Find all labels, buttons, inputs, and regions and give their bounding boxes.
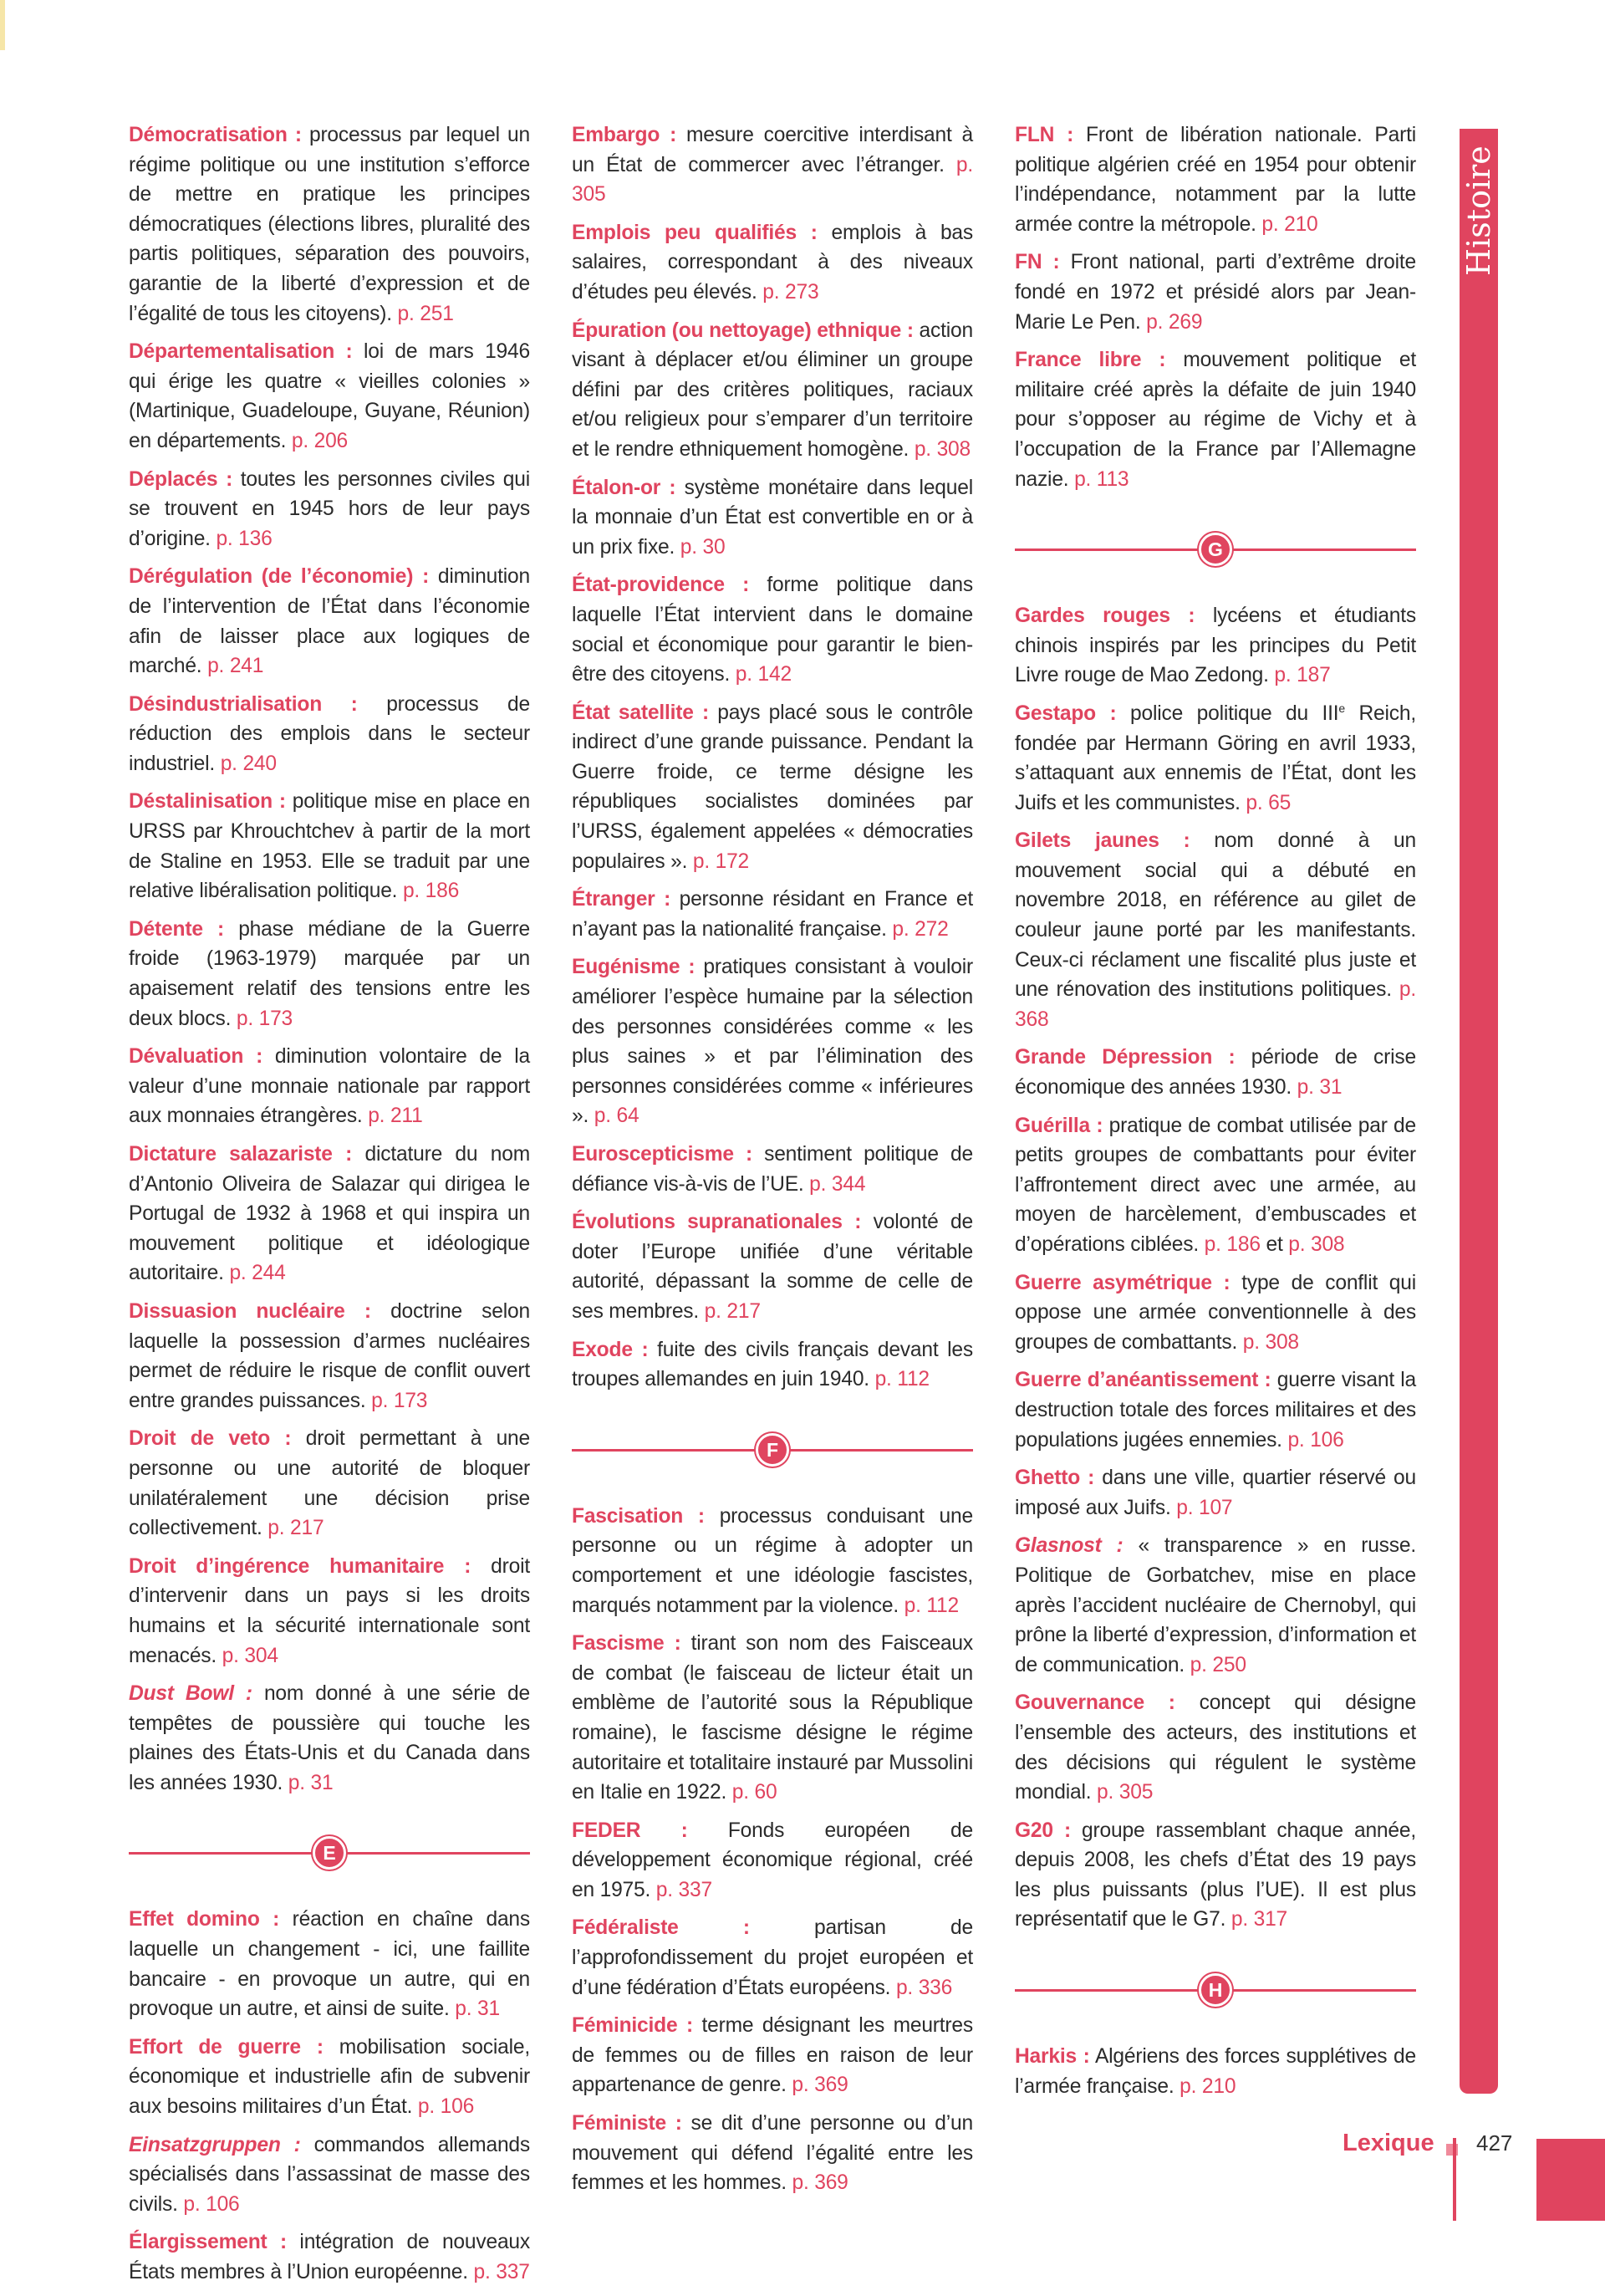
letter-badge: F xyxy=(756,1433,789,1467)
glossary-entry: Désindustrialisation : processus de réduction des emplois dans le secteur industriel. p. 240 xyxy=(129,692,531,775)
page-number: 427 xyxy=(1476,2130,1513,2156)
glossary-entry: État-providence : forme politique dans laquelle l’État intervient dans le domaine social et économique pour garantir le bien-être des citoyens. p. 142 xyxy=(572,574,974,686)
page-ref-link[interactable]: p. 305 xyxy=(1097,1781,1154,1804)
glossary-entry: Féminicide : terme désignant les meurtres de femmes ou de filles en raison de leur appartenance de genre. p. 369 xyxy=(572,2014,973,2097)
letter-badge: G xyxy=(1199,533,1232,566)
glossary-entry: Guerre d’anéantissement : guerre visant la destruction totale des forces militaires et des populations jugées ennemies. p. 106 xyxy=(1015,1369,1416,1452)
glossary-entry: Étranger : personne résidant en France et n’ayant pas la nationalité française. p. 272 xyxy=(572,888,973,941)
glossary-entry: Départementalisation : loi de mars 1946 qui érige les quatre « vieilles colonies » (Martinique, Guadeloupe, Guyane, Réunion) en départements. p. 206 xyxy=(129,340,530,452)
glossary-entry: Gestapo : police politique du IIIe Reich, fondée par Hermann Göring en avril 1933, s’attaquant aux ennemis de l’État, dont les Juifs et les communistes. p. 65 xyxy=(1015,701,1416,814)
corner-mark xyxy=(0,0,5,50)
column-1 xyxy=(129,120,530,2296)
page-ref-link[interactable]: p. 344 xyxy=(809,1172,866,1196)
page-ref-link[interactable]: p. 337 xyxy=(473,2261,530,2283)
glossary-entry: Épuration (ou nettoyage) ethnique : action visant à déplacer et/ou éliminer un groupe défini par des critères politiques, raciaux et/ou religieux pour s’emparer d’un territoire et le rendre ethniquement homogène. p. 308 xyxy=(572,319,973,461)
glossary-entry: Eugénisme : pratiques consistant à vouloir améliorer l’espèce humaine par la sélection des personnes considérées comme « les plus saines » et par l’élimination des personnes considérées comme « inférieures ». p. 64 xyxy=(572,956,973,1128)
section-tab-label: Histoire xyxy=(1460,145,1497,276)
page-ref-link[interactable]: p. 172 xyxy=(692,850,750,873)
page-ref-link[interactable]: p. 31 xyxy=(288,1771,334,1794)
page-ref-link[interactable]: p. 368 xyxy=(1015,978,1416,1031)
letter-badge: H xyxy=(1199,1973,1232,2007)
page-ref-link[interactable]: p. 317 xyxy=(1230,1908,1288,1931)
glossary-entry: Einsatzgruppen : commandos allemands spécialisés dans l’assassinat de masse des civils. p. 106 xyxy=(129,2133,530,2216)
glossary-entry: Gouvernance : concept qui désigne l’ensemble des acteurs, des institutions et des décisions qui régulent le système mondial. p. 305 xyxy=(1015,1691,1417,1804)
letter-divider-f xyxy=(572,1431,973,1468)
page-ref-link[interactable]: p. 107 xyxy=(1176,1496,1233,1519)
glossary-entry: Exode : fuite des civils français devant les troupes allemandes en juin 1940. p. 112 xyxy=(572,1338,973,1391)
page-ref-link[interactable]: p. 60 xyxy=(731,1781,777,1804)
page-ref-link[interactable]: p. 186 xyxy=(1204,1233,1261,1256)
glossary-entry: Grande Dépression : période de crise économique des années 1930. p. 31 xyxy=(1015,1046,1416,1100)
glossary-entry: FN : Front national, parti d’extrême droite fondé en 1972 et présidé alors par Jean-Marie Le Pen. p. 269 xyxy=(1015,251,1416,334)
page-ref-link[interactable]: p. 210 xyxy=(1261,212,1318,236)
page-ref-link[interactable]: p. 305 xyxy=(572,153,973,207)
glossary-entry: Droit de veto : droit permettant à une personne ou une autorité de bloquer unilatéralement une décision prise collectivement. p. 217 xyxy=(129,1427,530,1540)
page-ref-link[interactable]: p. 106 xyxy=(417,2095,475,2119)
page-ref-link[interactable]: p. 308 xyxy=(914,437,971,461)
footer-section-label: Lexique xyxy=(1343,2130,1434,2156)
page-ref-link[interactable]: p. 112 xyxy=(874,1368,930,1391)
page-ref-link[interactable]: p. 272 xyxy=(892,917,949,941)
glossary-entry: Euroscepticisme : sentiment politique de défiance vis-à-vis de l’UE. p. 344 xyxy=(572,1143,973,1196)
glossary-entry: FLN : Front de libération nationale. Parti politique algérien créé en 1954 pour obtenir l’indépendance, notamment par la lutte armée contre la métropole. p. 210 xyxy=(1015,124,1416,236)
page-ref-link[interactable]: p. 251 xyxy=(397,302,454,325)
column-3 xyxy=(1015,120,1416,2110)
page-ref-link[interactable]: p. 369 xyxy=(792,2171,848,2195)
glossary-entry: Démocratisation : processus par lequel un régime politique ou une institution s’efforce de mettre en pratique les principes démocratiques (élections libres, pluralité des partis politiques, séparation des pouvoirs, garantie de la liberté d’expression et de l’égalité de tous les citoyens). p. 251 xyxy=(129,124,530,325)
letter-divider-h xyxy=(1015,1972,1416,2008)
glossary-entry: Féministe : se dit d’une personne ou d’un mouvement qui défend l’égalité entre les femmes et les hommes. p. 369 xyxy=(572,2112,973,2195)
page-ref-link[interactable]: p. 217 xyxy=(704,1299,761,1323)
page-ref-link[interactable]: p. 211 xyxy=(368,1105,423,1128)
glossary-entry: Dissuasion nucléaire : doctrine selon laquelle la possession d’armes nucléaires permet de réduire le risque de conflit ouvert entre grandes puissances. p. 173 xyxy=(129,1299,530,1412)
letter-divider-e xyxy=(129,1834,530,1871)
page-ref-link[interactable]: p. 113 xyxy=(1074,467,1129,491)
page-ref-link[interactable]: p. 369 xyxy=(792,2074,848,2097)
glossary-entry: Ghetto : dans une ville, quartier réservé ou imposé aux Juifs. p. 107 xyxy=(1015,1467,1416,1519)
page-ref-link[interactable]: p. 31 xyxy=(455,1998,500,2021)
page-ref-link[interactable]: p. 269 xyxy=(1146,310,1203,334)
glossary-entry: Emplois peu qualifiés : emplois à bas salaires, correspondant à des niveaux d’études peu élevés. p. 273 xyxy=(572,221,973,304)
page-ref-link[interactable]: p. 106 xyxy=(1287,1428,1344,1452)
page-ref-link[interactable]: p. 336 xyxy=(895,1976,953,1999)
glossary-entry: Gilets jaunes : nom donné à un mouvement social qui a débuté en novembre 2018, en référence au gilet de couleur jaune porté par les manifestants. Ceux-ci réclament une fiscalité plus juste et une rénovation des institutions politiques. p. 368 xyxy=(1015,829,1416,1031)
glossary-entry: Fascisme : tirant son nom des Faisceaux de combat (le faisceau de licteur était un emblème de l’autorité sous la République romaine), le fascisme désigne le régime autoritaire et totalitaire instauré par Mussolini en Italie en 1922. p. 60 xyxy=(572,1632,974,1804)
letter-badge: E xyxy=(313,1836,346,1870)
page-ref-link[interactable]: p. 337 xyxy=(655,1878,712,1901)
page-ref-link[interactable]: p. 206 xyxy=(291,429,349,452)
page-ref-link[interactable]: p. 187 xyxy=(1274,664,1331,687)
glossary-entry: Guerre asymétrique : type de conflit qui oppose une armée conventionnelle à des groupes de combattants. p. 308 xyxy=(1015,1271,1416,1354)
page-ref-link[interactable]: p. 65 xyxy=(1246,791,1292,814)
glossary-entry: Dictature salazariste : dictature du nom d’Antonio Oliveira de Salazar qui dirigea le Portugal de 1932 à 1968 et qui inspira un mouvement politique et idéologique autoritaire. p. 244 xyxy=(129,1143,530,1285)
glossary-entry: Étalon-or : système monétaire dans lequel la monnaie d’un État est convertible en or à un prix fixe. p. 30 xyxy=(572,476,973,559)
page-ref-link[interactable]: p. 136 xyxy=(216,527,273,550)
glossary-entry: Harkis : Algériens des forces supplétives de l’armée française. p. 210 xyxy=(1015,2045,1416,2098)
column-2 xyxy=(572,120,973,2207)
page-ref-link[interactable]: p. 30 xyxy=(680,535,726,559)
glossary-entry: Effort de guerre : mobilisation sociale, économique et industrielle afin de subvenir aux besoins militaires d’un État. p. 106 xyxy=(129,2035,530,2119)
corner-color-block xyxy=(1536,2139,1605,2221)
letter-divider-g xyxy=(1015,531,1416,568)
page-ref-link[interactable]: p. 273 xyxy=(762,280,819,304)
glossary-entry: Déstalinisation : politique mise en place en URSS par Khrouchtchev à partir de la mort de Staline en 1953. Elle se traduit par une relative libéralisation politique. p. 186 xyxy=(129,790,530,903)
page-ref-link[interactable]: p. 308 xyxy=(1242,1330,1299,1354)
page-ref-link[interactable]: p. 244 xyxy=(229,1262,286,1285)
glossary-entry: Fédéraliste : partisan de l’approfondissement du projet européen et d’une fédération d’États européens. p. 336 xyxy=(572,1916,973,1999)
page-ref-link[interactable]: p. 31 xyxy=(1297,1076,1343,1100)
glossary-entry: Dust Bowl : nom donné à une série de tempêtes de poussière qui touche les plaines des États-Unis et du Canada dans les années 1930. p. 31 xyxy=(129,1682,530,1794)
page-ref-link[interactable]: p. 210 xyxy=(1180,2074,1236,2098)
glossary-entry: France libre : mouvement politique et militaire créé après la défaite de juin 1940 pour s’opposer au régime de Vichy et à l’occupation de la France par l’Allemagne nazie. p. 113 xyxy=(1015,349,1416,491)
glossary-entry: Évolutions supranationales : volonté de doter l’Europe unifiée d’une véritable autorité, dépassant la somme de celle de ses membres. p. 217 xyxy=(572,1211,973,1323)
page-ref-link[interactable]: p. 64 xyxy=(594,1105,639,1128)
glossary-entry: Déplacés : toutes les personnes civiles qui se trouvent en 1945 hors de leur pays d’origine. p. 136 xyxy=(129,467,530,550)
glossary-entry: Gardes rouges : lycéens et étudiants chinois inspirés par les principes du Petit Livre rouge de Mao Zedong. p. 187 xyxy=(1015,605,1416,687)
glossary-entry: Fascisation : processus conduisant une personne ou un régime à adopter un comportement et une idéologie fascistes, marqués notamment par la violence. p. 112 xyxy=(572,1504,973,1617)
glossary-entry: Droit d’ingérence humanitaire : droit d’intervenir dans un pays si les droits humains et la sécurité internationale sont menacés. p. 304 xyxy=(129,1554,530,1667)
page-ref-link[interactable]: p. 250 xyxy=(1190,1653,1246,1676)
page-ref-link[interactable]: p. 304 xyxy=(222,1644,278,1667)
page-ref-link[interactable]: p. 142 xyxy=(735,663,792,686)
page-ref-link[interactable]: p. 308 xyxy=(1288,1233,1345,1256)
glossary-entry: Guérilla : pratique de combat utilisée par de petits groupes de combattants pour éviter l’affrontement direct avec une armée, au moyen de harcèlement, d’embuscades et d’opérations ciblées. p. 186 et p. 308 xyxy=(1015,1114,1416,1256)
page-ref-link[interactable]: p. 173 xyxy=(236,1007,293,1030)
glossary-entry: État satellite : pays placé sous le contrôle indirect d’une grande puissance. Pendant la Guerre froide, ce terme désigne les républiques socialistes dominées par l’URSS, également appelées « démocraties populaires ». p. 172 xyxy=(572,701,973,873)
glossary-entry: Effet domino : réaction en chaîne dans laquelle un changement - ici, une faillite bancaire - en provoque un autre, qui en provoque un autre, et ainsi de suite. p. 31 xyxy=(129,1908,531,2021)
page-ref-link[interactable]: p. 173 xyxy=(371,1389,428,1412)
glossary-entry: Embargo : mesure coercitive interdisant à un État de commercer avec l’étranger. p. 305 xyxy=(572,124,973,207)
section-side-tab xyxy=(1460,129,1498,2094)
glossary-entry: Dérégulation (de l’économie) : diminution de l’intervention de l’État dans l’économie afin de laisser place aux logiques de marché. p. 241 xyxy=(129,565,530,678)
glossary-entry: G20 : groupe rassemblant chaque année, depuis 2008, les chefs d’État des 19 pays les plus puissants (plus l’UE). Il est plus représentatif que le G7. p. 317 xyxy=(1015,1819,1416,1931)
page-ref-link[interactable]: p. 217 xyxy=(268,1517,324,1540)
glossary-entry: FEDER : Fonds européen de développement économique régional, créé en 1975. p. 337 xyxy=(572,1819,973,1901)
page-ref-link[interactable]: p. 186 xyxy=(402,880,460,903)
page-ref-link[interactable]: p. 106 xyxy=(183,2192,240,2216)
glossary-entry: Détente : phase médiane de la Guerre froide (1963-1979) marquée par un apaisement relatif des tensions entre les deux blocs. p. 173 xyxy=(129,917,531,1030)
page-ref-link[interactable]: p. 241 xyxy=(207,655,264,678)
glossary-entry: Dévaluation : diminution volontaire de la valeur d’une monnaie nationale par rapport aux monnaies étrangères. p. 211 xyxy=(129,1045,530,1128)
glossary-entry: Glasnost : « transparence » en russe. Politique de Gorbatchev, mise en place après l’accident nucléaire de Chernobyl, qui prône la liberté d’expression, d’information et de communication. p. 250 xyxy=(1015,1534,1417,1676)
footer-tick-line xyxy=(1453,2138,1456,2221)
page-ref-link[interactable]: p. 112 xyxy=(904,1594,959,1617)
page-ref-link[interactable]: p. 240 xyxy=(220,752,277,775)
glossary-entry: Élargissement : intégration de nouveaux États membres à l’Union européenne. p. 337 xyxy=(129,2231,531,2283)
